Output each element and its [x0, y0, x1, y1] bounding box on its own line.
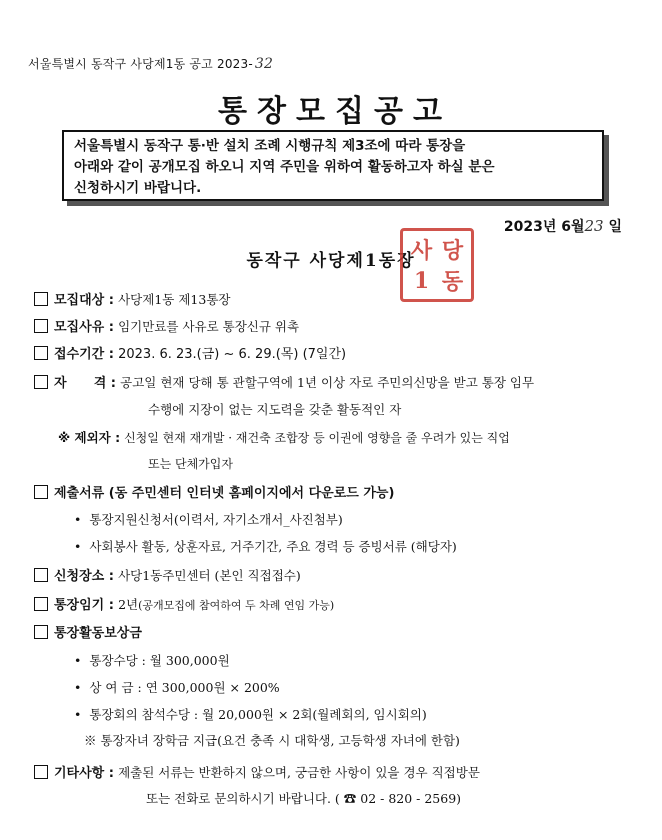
item-label: 통장임기 :	[54, 598, 114, 613]
item-value: 임기만료를 사유로 통장신규 위촉	[118, 319, 300, 334]
item-value: 2023. 6. 23.(금) ~ 6. 29.(목) (7일간)	[118, 347, 347, 362]
notice-number-prefix: 서울특별시 동작구 사당제1동 공고 2023-	[28, 57, 253, 71]
checkbox-icon	[34, 375, 48, 389]
compensation-bullet	[74, 705, 427, 723]
intro-line-1: 서울특별시 동작구 통·반 설치 조례 시행규칙 제3조에 따라 통장을	[74, 138, 466, 154]
item-value: 사당1동주민센터 (본인 직접접수)	[118, 568, 301, 583]
official-seal	[400, 228, 474, 302]
page-title-text: 통장모집공고	[206, 94, 456, 133]
checkbox-icon	[34, 485, 48, 499]
scholarship-note: ※ 통장자녀 장학금 지급(요건 충족 시 대학생, 고등학생 자녀에 한함)	[84, 733, 460, 748]
item-label: ※ 제외자 :	[58, 430, 121, 445]
exclusion-line-1: 신청일 현재 재개발 · 재건축 조합장 등 이권에 영향을 줄 우려가 있는 직업	[124, 431, 510, 445]
checkbox-icon	[34, 625, 48, 639]
date-suffix: 일	[603, 219, 622, 235]
item-compensation	[34, 622, 142, 641]
item-period	[34, 343, 346, 362]
compensation-bullet	[74, 678, 280, 696]
bullet-text: 통장지원신청서(이력서, 자기소개서_사진첨부)	[89, 512, 343, 527]
bullet-text: 사회봉사 활동, 상훈자료, 거주기간, 주요 경력 등 증빙서류 (해당자)	[89, 539, 457, 554]
checkbox-icon	[34, 346, 48, 360]
bullet-icon: •	[74, 512, 82, 527]
checkbox-icon	[34, 319, 48, 333]
document-bullet	[74, 510, 343, 528]
item-documents	[34, 482, 394, 501]
item-reason	[34, 316, 299, 335]
qualification-line-1: 공고일 현재 당해 통 관할구역에 1년 이상 자로 주민의신망을 받고 통장 임무	[120, 375, 535, 390]
date-day-handwritten: 23	[584, 217, 604, 235]
bullet-text: 상 여 금 : 연 300,000원 × 200%	[89, 680, 280, 695]
bullet-text: 통장회의 참석수당 : 월 20,000원 × 2회(월례회의, 임시회의)	[89, 707, 427, 722]
item-term	[34, 594, 334, 613]
intro-line-3: 신청하시기 바랍니다.	[74, 180, 202, 196]
item-label: 모집대상 :	[54, 293, 114, 308]
issuing-office: 동작구 사당제1동장	[246, 251, 416, 271]
document-bullet	[74, 537, 457, 555]
item-label: 기타사항 :	[54, 766, 114, 781]
item-label: 모집사유 :	[54, 320, 114, 335]
bullet-icon: •	[74, 707, 82, 722]
item-etc	[34, 762, 480, 781]
item-label: 접수기간 :	[54, 347, 114, 362]
item-label: 신청장소 :	[54, 569, 114, 584]
seal-char: 사	[410, 238, 433, 264]
checkbox-icon	[34, 597, 48, 611]
compensation-bullet	[74, 651, 230, 669]
checkbox-icon	[34, 765, 48, 779]
notice-number-handwritten: 32	[254, 56, 274, 72]
item-value: 사당제1동 제13통장	[118, 292, 231, 307]
qualification-line-2: 수행에 지장이 없는 지도력을 갖춘 활동적인 자	[148, 402, 402, 417]
bullet-icon: •	[74, 680, 82, 695]
etc-line-1: 제출된 서류는 반환하지 않으며, 궁금한 사항이 있을 경우 직접방문	[118, 765, 480, 780]
term-value: 2년	[118, 597, 139, 612]
seal-char: 당	[441, 238, 464, 264]
item-exclusion	[58, 428, 510, 446]
notice-number	[28, 55, 273, 72]
item-label: 제출서류 (동 주민센터 인터넷 홈페이지에서 다운로드 가능)	[54, 486, 395, 501]
item-label: 자 격 :	[54, 376, 116, 391]
seal-char: 동	[441, 269, 464, 295]
bullet-text: 통장수당 : 월 300,000원	[89, 653, 230, 668]
page-title	[0, 86, 662, 130]
seal-char: 1	[413, 267, 430, 294]
term-note: (공개모집에 참여하여 두 차례 연임 가능)	[138, 599, 335, 612]
checkbox-icon	[34, 568, 48, 582]
notice-date	[504, 216, 622, 236]
etc-line-2: 또는 전화로 문의하시기 바랍니다. ( ☎ 02 - 820 - 2569)	[146, 791, 462, 806]
item-place	[34, 565, 301, 584]
checkbox-icon	[34, 292, 48, 306]
intro-box	[62, 130, 604, 201]
item-qualification	[34, 372, 534, 391]
item-target	[34, 289, 230, 308]
item-label: 통장활동보상금	[54, 626, 142, 641]
exclusion-line-2: 또는 단체가입자	[148, 457, 233, 471]
intro-line-2: 아래와 같이 공개모집 하오니 지역 주민을 위하여 활동하고자 하실 분은	[74, 159, 495, 175]
bullet-icon: •	[74, 539, 82, 554]
date-prefix: 2023년 6월	[503, 219, 585, 235]
bullet-icon: •	[74, 653, 82, 668]
